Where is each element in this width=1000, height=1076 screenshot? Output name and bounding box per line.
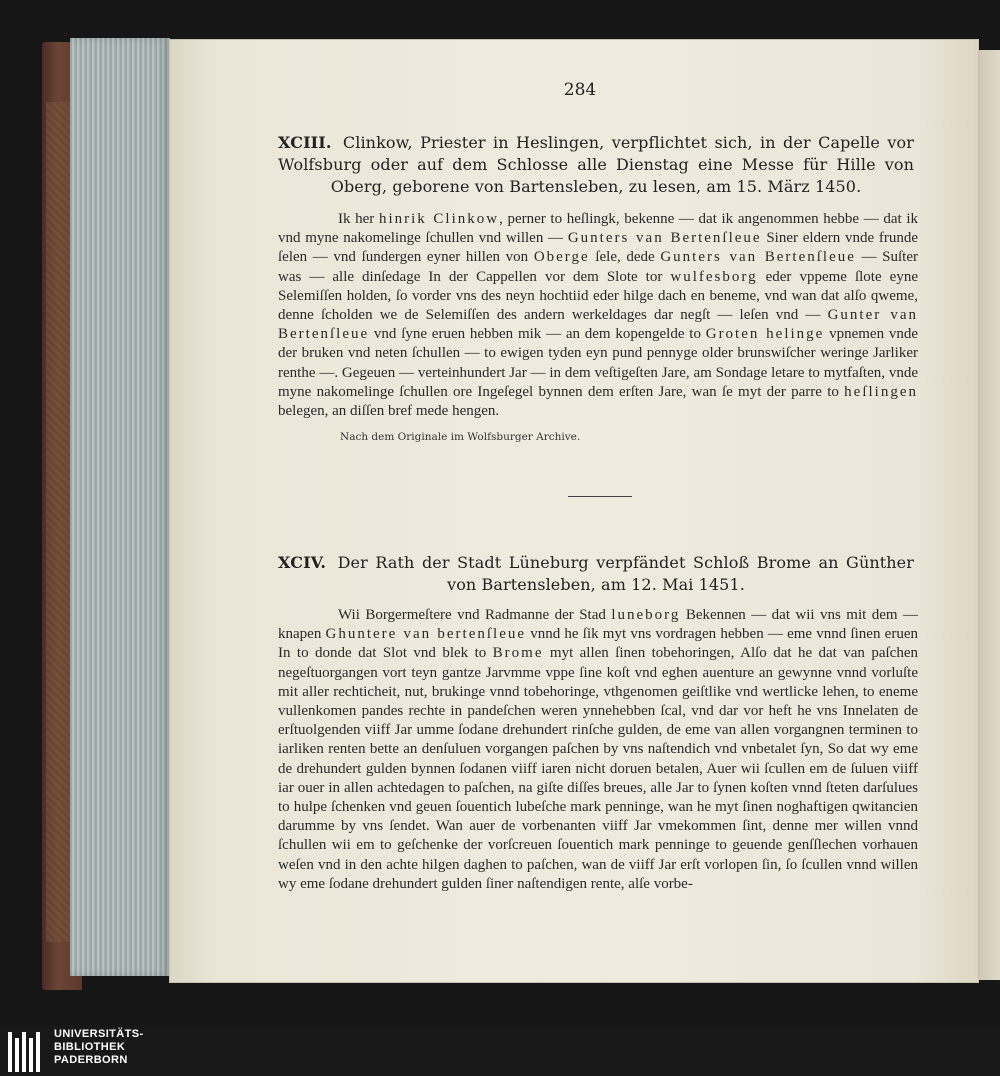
library-name-line-1: UNIVERSITÄTS-: [54, 1028, 144, 1040]
document-number: XCIV.: [278, 553, 327, 572]
place-name: luneborg: [611, 607, 681, 623]
facing-page-edge: [978, 50, 1000, 980]
document-text-93: Ik her hinrik Clinkow, perner to heſlingk, bekenne — dat ik angenommen hebbe — dat ik vnd myne nakomelinge ſchullen vnd willen — Gunters van Bertenſleue Siner eldern vnde frunde ſelen — vnd ſundergen eyner hillen von Oberge ſele, dede Gunters van Bertenſleue — Suſter was — alle dinſedage In der Cappellen vor dem Slote tor wulfesborg eder vppeme ſlote eyne Selemiſſen holden, ſo vorder vns des neyn hochtiid eder hilge dach en beneme, vnd wan dat alſo qweme, denne ſcholden we de Selemiſſen des andern werkeldages dar negſt — leſen vnd — Gunter van Bertenſleue vnd ſyne eruen hebben mik — an dem kopengelde to Groten helinge vpnemen vnde der bruken vnd neten ſchullen — to ewigen tyden eyn pund pennyge older brunswiſcher weringe Jarliker renthe —. Gegeuen — verteinhundert Jar — in dem veſtigeſten Jare, am Sondage letare to mytfaſten, vnde myne nakomelinge ſchullen ore Ingeſegel bynnen dem erſten Jare, wan ſe myt der parre to heſlingen belegen, an diſſen bref mede hengen.: [278, 211, 918, 420]
person-name: Gunters van Bertenſleue: [567, 230, 762, 247]
place-name: wulfesborg: [670, 268, 758, 285]
person-name: Gunters van Bertenſleue: [660, 249, 856, 266]
document-title: Clinkow, Priester in Heslingen, verpflichtet sich, in der Capelle vor Wolfsburg oder auf dem Schlosse alle Dienstag eine Messe für Hille von Oberg, geborene von Bartensleben, zu lesen, am 15. März 1450.: [278, 133, 915, 196]
document-text-94: Wii Borgermeſtere vnd Radmanne der Stad luneborg Bekennen — dat wii vns mit dem — knapen Ghuntere van bertenſleue vnnd he ſik myt vns vordragen hebben — eme vnnd ſinen eruen In to donde dat Slot vnd blek to Brome myt allen ſinen tobehoringen, Alſo dat he dat van paſchen negeſtuorgangen vort teyn gantze Jarvmme vppe ſine koſt vnd eghen auenture an gewynne vnnd vorluſte mit aller rechticheit, nut, brukinge vnnd tobehoringe, vthgenomen geiſtlike vnd wertlicke lehen, to eneme vullenkomen pandes rechte in pandeſchen weren ynnehebben ſcal, vnd dar vor heft he vns Innelaten de erſtuolgenden viiff Jar umme ſodane drehundert rinſche gulden, de eme van allen vorgangnen terminen to iarliken renten bette an denſuluen vorgangen paſchen by vns naſtendich vnd vnbetalet ſyn, So dat wy eme de drehundert gulden bynnen ſodanen viiff iaren nicht doruen betalen, Auer wii ſcullen em de ſuluen viiff iar ouer in allen achtedagen to paſchen, na giſte diſſes breues, alle Jar to ſynen koſten vnnd ſteten darſulues to hulpe ſchenken vnd geuen ſouentich lubeſche mark penninge, wan he myt ſinen noghaftigen qwitancien darumme by vns ſendet. Wan auer de vorbenanten viiff Jar vmekommen ſint, denne mer willen vnnd ſchullen wii em to geſchenke der vorſcreuen ſouentich mark penninge to geuende genſſlechen vorhauen weſen vnd in den achte hilgen daghen to paſchen, wan de viiff Jar erſt vorlopen ſin, ſo ſcullen vnnd willen wy eme ſodane drehundert gulden ſiner naſtendigen rente, alſe vorbe-: [278, 607, 918, 892]
person-name: Gunter van Bertenſleue: [278, 307, 918, 343]
document-heading-94: [278, 552, 914, 596]
document-title: Der Rath der Stadt Lüneburg verpfändet Schloß Brome an Günther von Bartensleben, am 12. Mai 1451.: [337, 553, 915, 594]
library-footer: [0, 1025, 1000, 1076]
page-edges: [70, 38, 170, 976]
library-logo-icon: [6, 1030, 46, 1074]
library-name-line-2: BIBLIOTHEK: [54, 1041, 126, 1053]
person-name: Ghuntere van bertenſleue: [325, 626, 527, 643]
person-name: hinrik Clinkow: [378, 211, 500, 227]
source-note: Nach dem Originale im Wolfsburger Archive.: [340, 431, 581, 443]
document-heading-93: [278, 132, 914, 198]
place-name: Groten helinge: [705, 326, 825, 343]
place-name: heſlingen: [844, 383, 918, 400]
place-name: Brome: [492, 645, 544, 662]
document-number: XCIII.: [278, 133, 332, 152]
book-page: [170, 40, 978, 982]
section-divider: [568, 496, 632, 497]
library-name-line-3: PADERBORN: [54, 1054, 128, 1066]
person-name: Oberge: [533, 249, 590, 266]
page-number: 284: [563, 80, 597, 100]
